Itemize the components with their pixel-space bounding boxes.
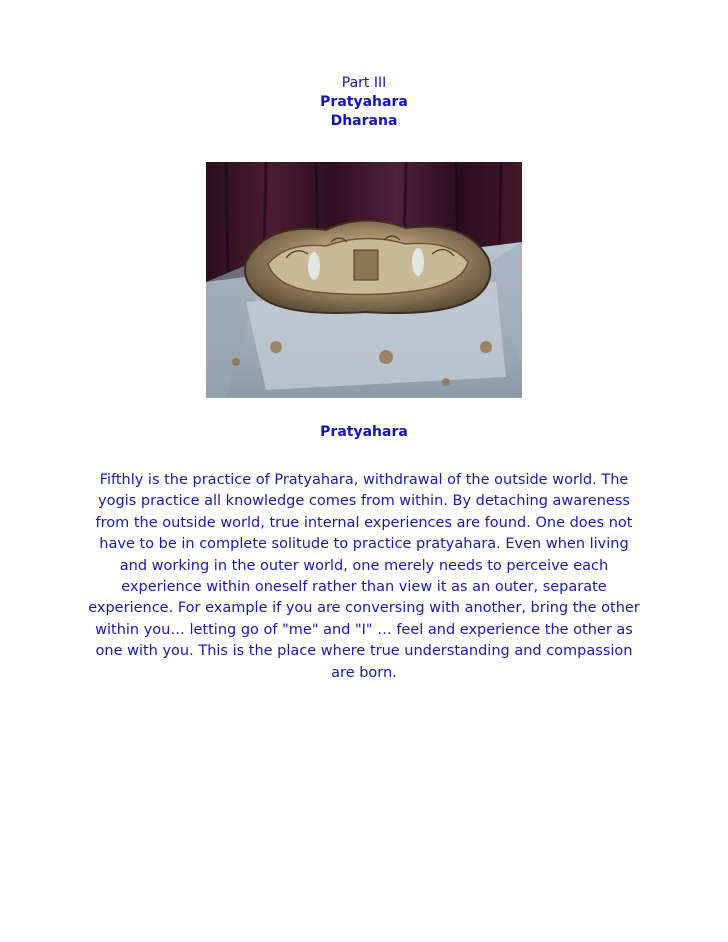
header-title-dharana: Dharana [330,113,398,129]
silver-tray-photo [206,162,522,398]
body-paragraph: Fifthly is the practice of Pratyahara, withdrawal of the outside world. The yogis practice all knowledge comes from within. By detaching awareness from the outside world, true internal experiences are found. One does not have to be in complete solitude to practice pratyahara. Even when living and working in the outer world, one merely needs to perceive each experience within oneself rather than view it as an outer, separate experience. For example if you are conversing with another, bring the other within you… letting go of "me" and "I" … feel and experience the other as one with you. This is the place where true understanding and compassion are born. [88,472,640,681]
page-header [0,74,728,131]
section-heading: Pratyahara [320,424,408,440]
part-label: Part III [341,75,387,91]
header-title-pratyahara: Pratyahara [320,94,408,110]
